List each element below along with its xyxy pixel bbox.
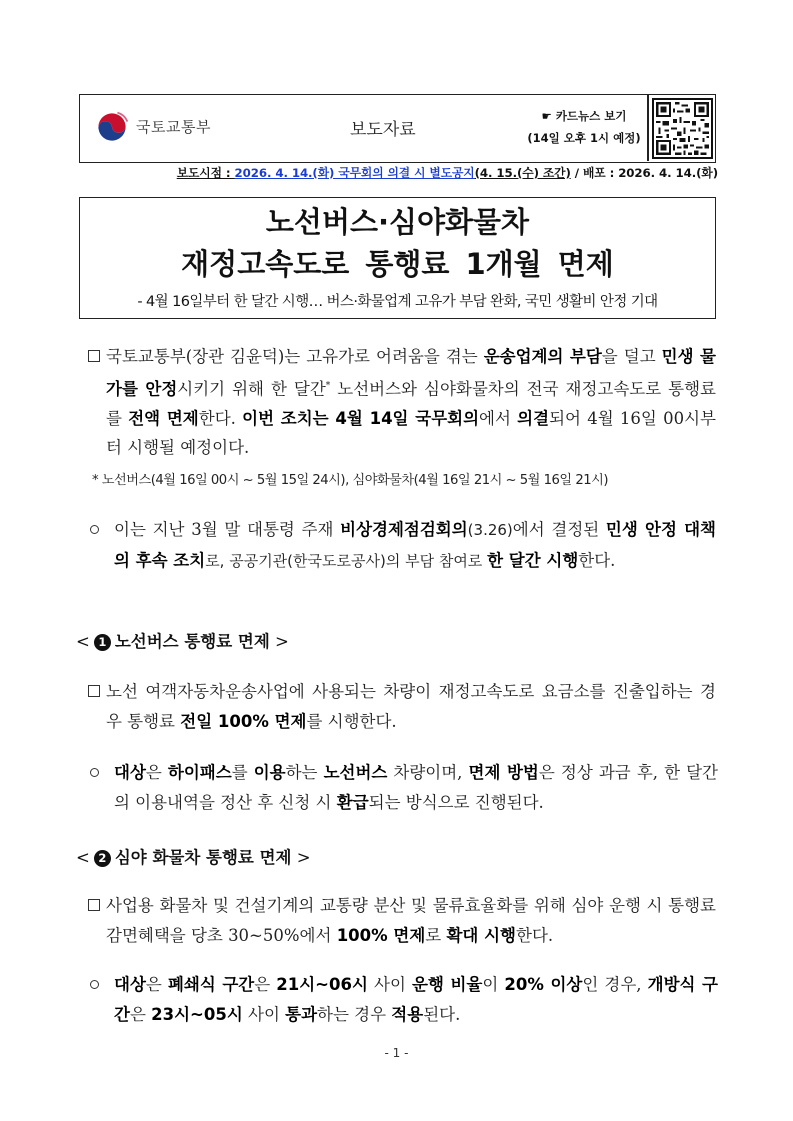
bracket-close: > [296, 848, 311, 867]
emphasis: 노선버스 [323, 763, 388, 782]
section-heading-bus [76, 628, 289, 652]
page-number: - 1 - [384, 1046, 409, 1060]
square-bullet-icon [88, 685, 100, 697]
circle-bullet-icon [90, 980, 99, 989]
embargo-morning-edition: (4. 15.(수) 조간) [474, 166, 571, 180]
text: 로, 공공기관(한국도로공사)의 부담 참여로 [205, 551, 488, 570]
emphasis: 통과 [285, 1004, 318, 1024]
number-2-circle-icon: 2 [94, 850, 111, 867]
text: 를 시행한다. [306, 711, 397, 731]
text: 차량이며, [387, 763, 469, 782]
circle-bullet-icon [90, 525, 99, 534]
headline-line-2: 재정고속도로 통행료 1개월 면제 [181, 247, 614, 281]
section-label: 심야 화물차 통행료 면제 [114, 848, 292, 867]
text: 노선 여객자동차운송사업에 사용되는 차량이 재정고속도로 요금소를 진출입하는 경우 통행료 [106, 682, 716, 731]
subheadline: - 4월 16일부터 한 달간 시행… 버스·화물업계 고유가 부담 완화, 국민 생활비 안정 기대 [137, 294, 658, 310]
document-type-label: 보도자료 [350, 120, 416, 140]
text: 은 정상 과금 후, 한 달간의 이용내역을 정산 후 신청 시 [114, 763, 718, 812]
paragraph-truck-criteria [90, 970, 718, 1029]
emphasis: 운송업계의 부담 [483, 347, 602, 366]
emphasis: 한 달간 시행 [487, 550, 579, 570]
text: 을 덜고 [601, 347, 662, 366]
text: 하는 [285, 763, 324, 782]
qr-separator [647, 95, 649, 161]
emphasis: 대상 [114, 763, 146, 782]
paragraph-intro [88, 342, 716, 463]
paragraph-bus-exemption [88, 677, 716, 736]
emphasis: 20% 이상 [504, 975, 583, 994]
text: 은 [129, 1004, 152, 1024]
text: 사업용 화물차 및 건설기계의 교통량 분산 및 물류효율화를 위해 심야 운행 시 통행료 감면혜택을 당초 30~50%에서 [106, 896, 716, 945]
paragraph-truck-exemption [88, 891, 716, 950]
distribution-date: / 배포 : 2026. 4. 14.(화) [570, 166, 718, 180]
text: 사이 [242, 1004, 286, 1024]
emphasis: 대상 [114, 975, 146, 994]
text: 한다. [578, 550, 616, 570]
card-news-link[interactable] [520, 105, 648, 149]
section-heading-truck [76, 844, 311, 868]
text: 하는 경우 [317, 1004, 392, 1024]
emphasis: 운행 비율 [412, 975, 483, 994]
text: 인 경우, [582, 975, 648, 994]
emphasis: 면제 방법 [468, 763, 539, 782]
emphasis: 환급 [336, 792, 369, 812]
text: 사이 [367, 975, 412, 994]
text: (3.26) [467, 521, 513, 539]
footnote-marker: * [325, 380, 331, 391]
embargo-release-time: 2026. 4. 14.(화) 국무회의 의결 시 별도공지 [234, 166, 475, 180]
text: 이는 지난 3월 말 대통령 주재 [114, 520, 341, 539]
korea-government-logo-icon [94, 109, 130, 145]
paragraph-bus-method [90, 758, 718, 817]
text: 된다. [423, 1004, 461, 1024]
bracket-open: < [76, 848, 90, 867]
emphasis: 확대 시행 [446, 925, 516, 945]
headline-line-1: 노선버스·심야화물차 [265, 205, 530, 239]
text: 한다. [516, 925, 554, 945]
emphasis: 하이패스 [167, 763, 232, 782]
emphasis: 민생 물가를 안정 [106, 347, 716, 398]
emphasis: 23시~05시 [151, 1004, 243, 1024]
headline-box [79, 197, 716, 319]
text: 이 [482, 975, 505, 994]
ministry-name: 국토교통부 [136, 118, 211, 136]
square-bullet-icon [88, 350, 100, 362]
text: 시키기 위해 한 달간 [177, 379, 326, 398]
emphasis: 비상경제점검회의 [340, 520, 468, 539]
text: 에서 결정된 [512, 520, 606, 539]
emphasis: 의결 [517, 408, 550, 428]
text: 은 [254, 975, 277, 994]
text: 한다. [198, 408, 243, 428]
press-release-header [79, 94, 716, 163]
qr-code-icon[interactable] [652, 98, 713, 159]
footnote-period: * 노선버스(4월 16일 00시 ~ 5월 15일 24시), 심야화물차(4월 16일 21시 ~ 5월 16일 21시) [92, 473, 608, 488]
embargo-line [140, 164, 718, 181]
text: 되어 4월 16일 00시부터 시행될 예정이다. [106, 408, 717, 457]
bracket-open: < [76, 632, 90, 651]
emphasis: 폐쇄식 구간 [167, 975, 255, 994]
text: 로 [425, 925, 447, 945]
text: 에서 [479, 408, 518, 428]
text: 되는 방식으로 진행된다. [368, 792, 544, 812]
emphasis: 100% 면제 [336, 925, 426, 945]
text: 은 [145, 975, 168, 994]
paragraph-background [90, 515, 716, 576]
number-1-circle-icon: 1 [94, 634, 111, 651]
emphasis: 적용 [391, 1004, 424, 1024]
emphasis: 21시~06시 [276, 975, 368, 994]
emphasis: 민생 안정 대책의 후속 조치 [114, 520, 716, 570]
square-bullet-icon [88, 899, 100, 911]
emphasis: 이용 [253, 763, 286, 782]
text: 은 [145, 763, 168, 782]
emphasis: 전일 100% 면제 [180, 711, 307, 731]
section-label: 노선버스 통행료 면제 [114, 632, 270, 651]
text: 를 [231, 763, 254, 782]
emphasis: 이번 조치는 4월 14일 국무회의 [242, 408, 480, 428]
card-news-time: (14일 오후 1시 예정) [527, 131, 641, 145]
emphasis: 전액 면제 [128, 408, 199, 428]
circle-bullet-icon [90, 768, 99, 777]
text: 국토교통부(장관 김윤덕)는 고유가로 어려움을 겪는 [106, 347, 484, 366]
text: 노선버스와 심야화물차의 전국 재정고속도로 통행료를 [106, 379, 716, 428]
bracket-close: > [275, 632, 289, 651]
emphasis: 개방식 구간 [114, 975, 718, 1024]
card-news-label[interactable]: ☛ 카드뉴스 보기 [541, 109, 627, 123]
embargo-label: 보도시점 : [176, 166, 235, 180]
